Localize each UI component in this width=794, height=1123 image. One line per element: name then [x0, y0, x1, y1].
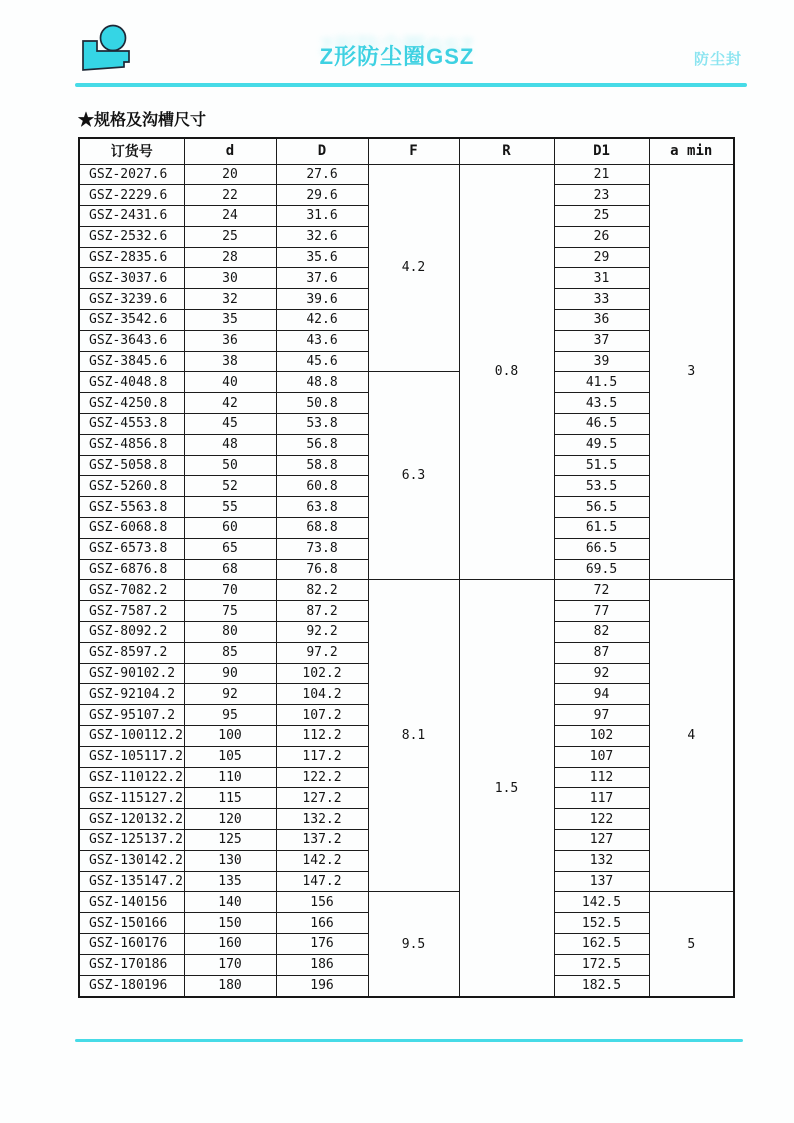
d-value-cell: 40 [184, 372, 276, 393]
order-number-cell: GSZ-125137.2 [79, 830, 184, 851]
order-number-cell: GSZ-6876.8 [79, 559, 184, 580]
column-header: 订货号 [79, 138, 184, 164]
d-value-cell: 80 [184, 622, 276, 643]
F-group-cell: 9.5 [368, 892, 459, 997]
D1-value-cell: 107 [554, 746, 649, 767]
order-number-cell: GSZ-4048.8 [79, 372, 184, 393]
table-row [79, 372, 734, 393]
header-divider [75, 83, 747, 87]
order-number-cell: GSZ-7082.2 [79, 580, 184, 601]
D1-value-cell: 46.5 [554, 414, 649, 435]
R-group-cell: 0.8 [459, 164, 554, 580]
D-value-cell: 186 [276, 954, 368, 975]
d-value-cell: 115 [184, 788, 276, 809]
D-value-cell: 35.6 [276, 247, 368, 268]
D1-value-cell: 31 [554, 268, 649, 289]
table-row [79, 164, 734, 185]
order-number-cell: GSZ-5058.8 [79, 455, 184, 476]
D-value-cell: 58.8 [276, 455, 368, 476]
F-group-cell: 6.3 [368, 372, 459, 580]
D1-value-cell: 43.5 [554, 393, 649, 414]
d-value-cell: 120 [184, 809, 276, 830]
d-value-cell: 160 [184, 933, 276, 954]
d-value-cell: 90 [184, 663, 276, 684]
d-value-cell: 55 [184, 497, 276, 518]
d-value-cell: 75 [184, 601, 276, 622]
d-value-cell: 25 [184, 226, 276, 247]
D-value-cell: 117.2 [276, 746, 368, 767]
D-value-cell: 196 [276, 975, 368, 997]
d-value-cell: 24 [184, 206, 276, 227]
order-number-cell: GSZ-4856.8 [79, 434, 184, 455]
d-value-cell: 180 [184, 975, 276, 997]
D-value-cell: 156 [276, 892, 368, 913]
D1-value-cell: 41.5 [554, 372, 649, 393]
order-number-cell: GSZ-2229.6 [79, 185, 184, 206]
D-value-cell: 27.6 [276, 164, 368, 185]
d-value-cell: 125 [184, 830, 276, 851]
D1-value-cell: 172.5 [554, 954, 649, 975]
d-value-cell: 110 [184, 767, 276, 788]
order-number-cell: GSZ-105117.2 [79, 746, 184, 767]
D1-value-cell: 97 [554, 705, 649, 726]
D-value-cell: 107.2 [276, 705, 368, 726]
d-value-cell: 22 [184, 185, 276, 206]
order-number-cell: GSZ-100112.2 [79, 726, 184, 747]
D-value-cell: 127.2 [276, 788, 368, 809]
page-title: Z形防尘圈GSZ [319, 44, 475, 69]
R-group-cell: 1.5 [459, 580, 554, 997]
d-value-cell: 50 [184, 455, 276, 476]
spec-table-body [79, 164, 734, 997]
d-value-cell: 130 [184, 850, 276, 871]
d-value-cell: 35 [184, 310, 276, 331]
D1-value-cell: 152.5 [554, 913, 649, 934]
D-value-cell: 56.8 [276, 434, 368, 455]
D-value-cell: 32.6 [276, 226, 368, 247]
order-number-cell: GSZ-3643.6 [79, 330, 184, 351]
order-number-cell: GSZ-3239.6 [79, 289, 184, 310]
D-value-cell: 37.6 [276, 268, 368, 289]
D1-value-cell: 112 [554, 767, 649, 788]
order-number-cell: GSZ-4250.8 [79, 393, 184, 414]
D-value-cell: 60.8 [276, 476, 368, 497]
D-value-cell: 48.8 [276, 372, 368, 393]
column-header: F [368, 138, 459, 164]
D1-value-cell: 53.5 [554, 476, 649, 497]
D-value-cell: 73.8 [276, 538, 368, 559]
D1-value-cell: 25 [554, 206, 649, 227]
D-value-cell: 122.2 [276, 767, 368, 788]
d-value-cell: 92 [184, 684, 276, 705]
spec-table [78, 137, 735, 998]
order-number-cell: GSZ-3542.6 [79, 310, 184, 331]
D1-value-cell: 137 [554, 871, 649, 892]
D1-value-cell: 56.5 [554, 497, 649, 518]
D1-value-cell: 127 [554, 830, 649, 851]
order-number-cell: GSZ-110122.2 [79, 767, 184, 788]
spec-table-wrap [78, 137, 735, 998]
d-value-cell: 68 [184, 559, 276, 580]
D1-value-cell: 61.5 [554, 518, 649, 539]
d-value-cell: 38 [184, 351, 276, 372]
column-header: R [459, 138, 554, 164]
D-value-cell: 45.6 [276, 351, 368, 372]
d-value-cell: 85 [184, 642, 276, 663]
order-number-cell: GSZ-3037.6 [79, 268, 184, 289]
D-value-cell: 53.8 [276, 414, 368, 435]
d-value-cell: 45 [184, 414, 276, 435]
order-number-cell: GSZ-8092.2 [79, 622, 184, 643]
D1-value-cell: 37 [554, 330, 649, 351]
D1-value-cell: 23 [554, 185, 649, 206]
order-number-cell: GSZ-90102.2 [79, 663, 184, 684]
D-value-cell: 137.2 [276, 830, 368, 851]
d-value-cell: 60 [184, 518, 276, 539]
D1-value-cell: 36 [554, 310, 649, 331]
column-header: a min [649, 138, 734, 164]
d-value-cell: 36 [184, 330, 276, 351]
footer-divider [75, 1039, 743, 1042]
column-header: d [184, 138, 276, 164]
order-number-cell: GSZ-2835.6 [79, 247, 184, 268]
D-value-cell: 42.6 [276, 310, 368, 331]
d-value-cell: 28 [184, 247, 276, 268]
d-value-cell: 32 [184, 289, 276, 310]
order-number-cell: GSZ-92104.2 [79, 684, 184, 705]
D1-value-cell: 162.5 [554, 933, 649, 954]
column-header: D1 [554, 138, 649, 164]
order-number-cell: GSZ-8597.2 [79, 642, 184, 663]
order-number-cell: GSZ-130142.2 [79, 850, 184, 871]
a-min-group-cell: 5 [649, 892, 734, 997]
d-value-cell: 42 [184, 393, 276, 414]
D1-value-cell: 77 [554, 601, 649, 622]
a-min-group-cell: 3 [649, 164, 734, 580]
order-number-cell: GSZ-150166 [79, 913, 184, 934]
order-number-cell: GSZ-120132.2 [79, 809, 184, 830]
D1-value-cell: 142.5 [554, 892, 649, 913]
D-value-cell: 31.6 [276, 206, 368, 227]
D-value-cell: 43.6 [276, 330, 368, 351]
D1-value-cell: 72 [554, 580, 649, 601]
D-value-cell: 176 [276, 933, 368, 954]
D-value-cell: 50.8 [276, 393, 368, 414]
section-title: ★规格及沟槽尺寸 [78, 112, 207, 129]
order-number-cell: GSZ-4553.8 [79, 414, 184, 435]
D1-value-cell: 122 [554, 809, 649, 830]
d-value-cell: 100 [184, 726, 276, 747]
D-value-cell: 102.2 [276, 663, 368, 684]
D-value-cell: 63.8 [276, 497, 368, 518]
order-number-cell: GSZ-6573.8 [79, 538, 184, 559]
D1-value-cell: 69.5 [554, 559, 649, 580]
D1-value-cell: 21 [554, 164, 649, 185]
d-value-cell: 150 [184, 913, 276, 934]
order-number-cell: GSZ-2532.6 [79, 226, 184, 247]
D1-value-cell: 87 [554, 642, 649, 663]
d-value-cell: 95 [184, 705, 276, 726]
D-value-cell: 142.2 [276, 850, 368, 871]
order-number-cell: GSZ-3845.6 [79, 351, 184, 372]
order-number-cell: GSZ-2431.6 [79, 206, 184, 227]
D1-value-cell: 29 [554, 247, 649, 268]
d-value-cell: 135 [184, 871, 276, 892]
order-number-cell: GSZ-6068.8 [79, 518, 184, 539]
header-row [79, 138, 734, 164]
D1-value-cell: 94 [554, 684, 649, 705]
category-label: 防尘封 [693, 51, 742, 68]
D-value-cell: 92.2 [276, 622, 368, 643]
d-value-cell: 48 [184, 434, 276, 455]
table-row [79, 892, 734, 913]
d-value-cell: 65 [184, 538, 276, 559]
d-value-cell: 170 [184, 954, 276, 975]
table-row [79, 580, 734, 601]
order-number-cell: GSZ-5260.8 [79, 476, 184, 497]
d-value-cell: 70 [184, 580, 276, 601]
spec-table-head [79, 138, 734, 164]
F-group-cell: 4.2 [368, 164, 459, 372]
D1-value-cell: 66.5 [554, 538, 649, 559]
D-value-cell: 82.2 [276, 580, 368, 601]
order-number-cell: GSZ-7587.2 [79, 601, 184, 622]
D1-value-cell: 132 [554, 850, 649, 871]
D1-value-cell: 102 [554, 726, 649, 747]
D-value-cell: 147.2 [276, 871, 368, 892]
d-value-cell: 30 [184, 268, 276, 289]
D1-value-cell: 39 [554, 351, 649, 372]
D1-value-cell: 117 [554, 788, 649, 809]
order-number-cell: GSZ-160176 [79, 933, 184, 954]
D-value-cell: 87.2 [276, 601, 368, 622]
order-number-cell: GSZ-95107.2 [79, 705, 184, 726]
D1-value-cell: 182.5 [554, 975, 649, 997]
order-number-cell: GSZ-140156 [79, 892, 184, 913]
D-value-cell: 97.2 [276, 642, 368, 663]
d-value-cell: 105 [184, 746, 276, 767]
order-number-cell: GSZ-135147.2 [79, 871, 184, 892]
D-value-cell: 68.8 [276, 518, 368, 539]
order-number-cell: GSZ-5563.8 [79, 497, 184, 518]
D1-value-cell: 51.5 [554, 455, 649, 476]
order-number-cell: GSZ-115127.2 [79, 788, 184, 809]
D-value-cell: 112.2 [276, 726, 368, 747]
D1-value-cell: 33 [554, 289, 649, 310]
D-value-cell: 104.2 [276, 684, 368, 705]
F-group-cell: 8.1 [368, 580, 459, 892]
order-number-cell: GSZ-2027.6 [79, 164, 184, 185]
D-value-cell: 166 [276, 913, 368, 934]
D-value-cell: 29.6 [276, 185, 368, 206]
D1-value-cell: 82 [554, 622, 649, 643]
D1-value-cell: 26 [554, 226, 649, 247]
D-value-cell: 76.8 [276, 559, 368, 580]
D1-value-cell: 92 [554, 663, 649, 684]
column-header: D [276, 138, 368, 164]
d-value-cell: 20 [184, 164, 276, 185]
D1-value-cell: 49.5 [554, 434, 649, 455]
order-number-cell: GSZ-170186 [79, 954, 184, 975]
d-value-cell: 140 [184, 892, 276, 913]
a-min-group-cell: 4 [649, 580, 734, 892]
order-number-cell: GSZ-180196 [79, 975, 184, 997]
D-value-cell: 132.2 [276, 809, 368, 830]
d-value-cell: 52 [184, 476, 276, 497]
D-value-cell: 39.6 [276, 289, 368, 310]
